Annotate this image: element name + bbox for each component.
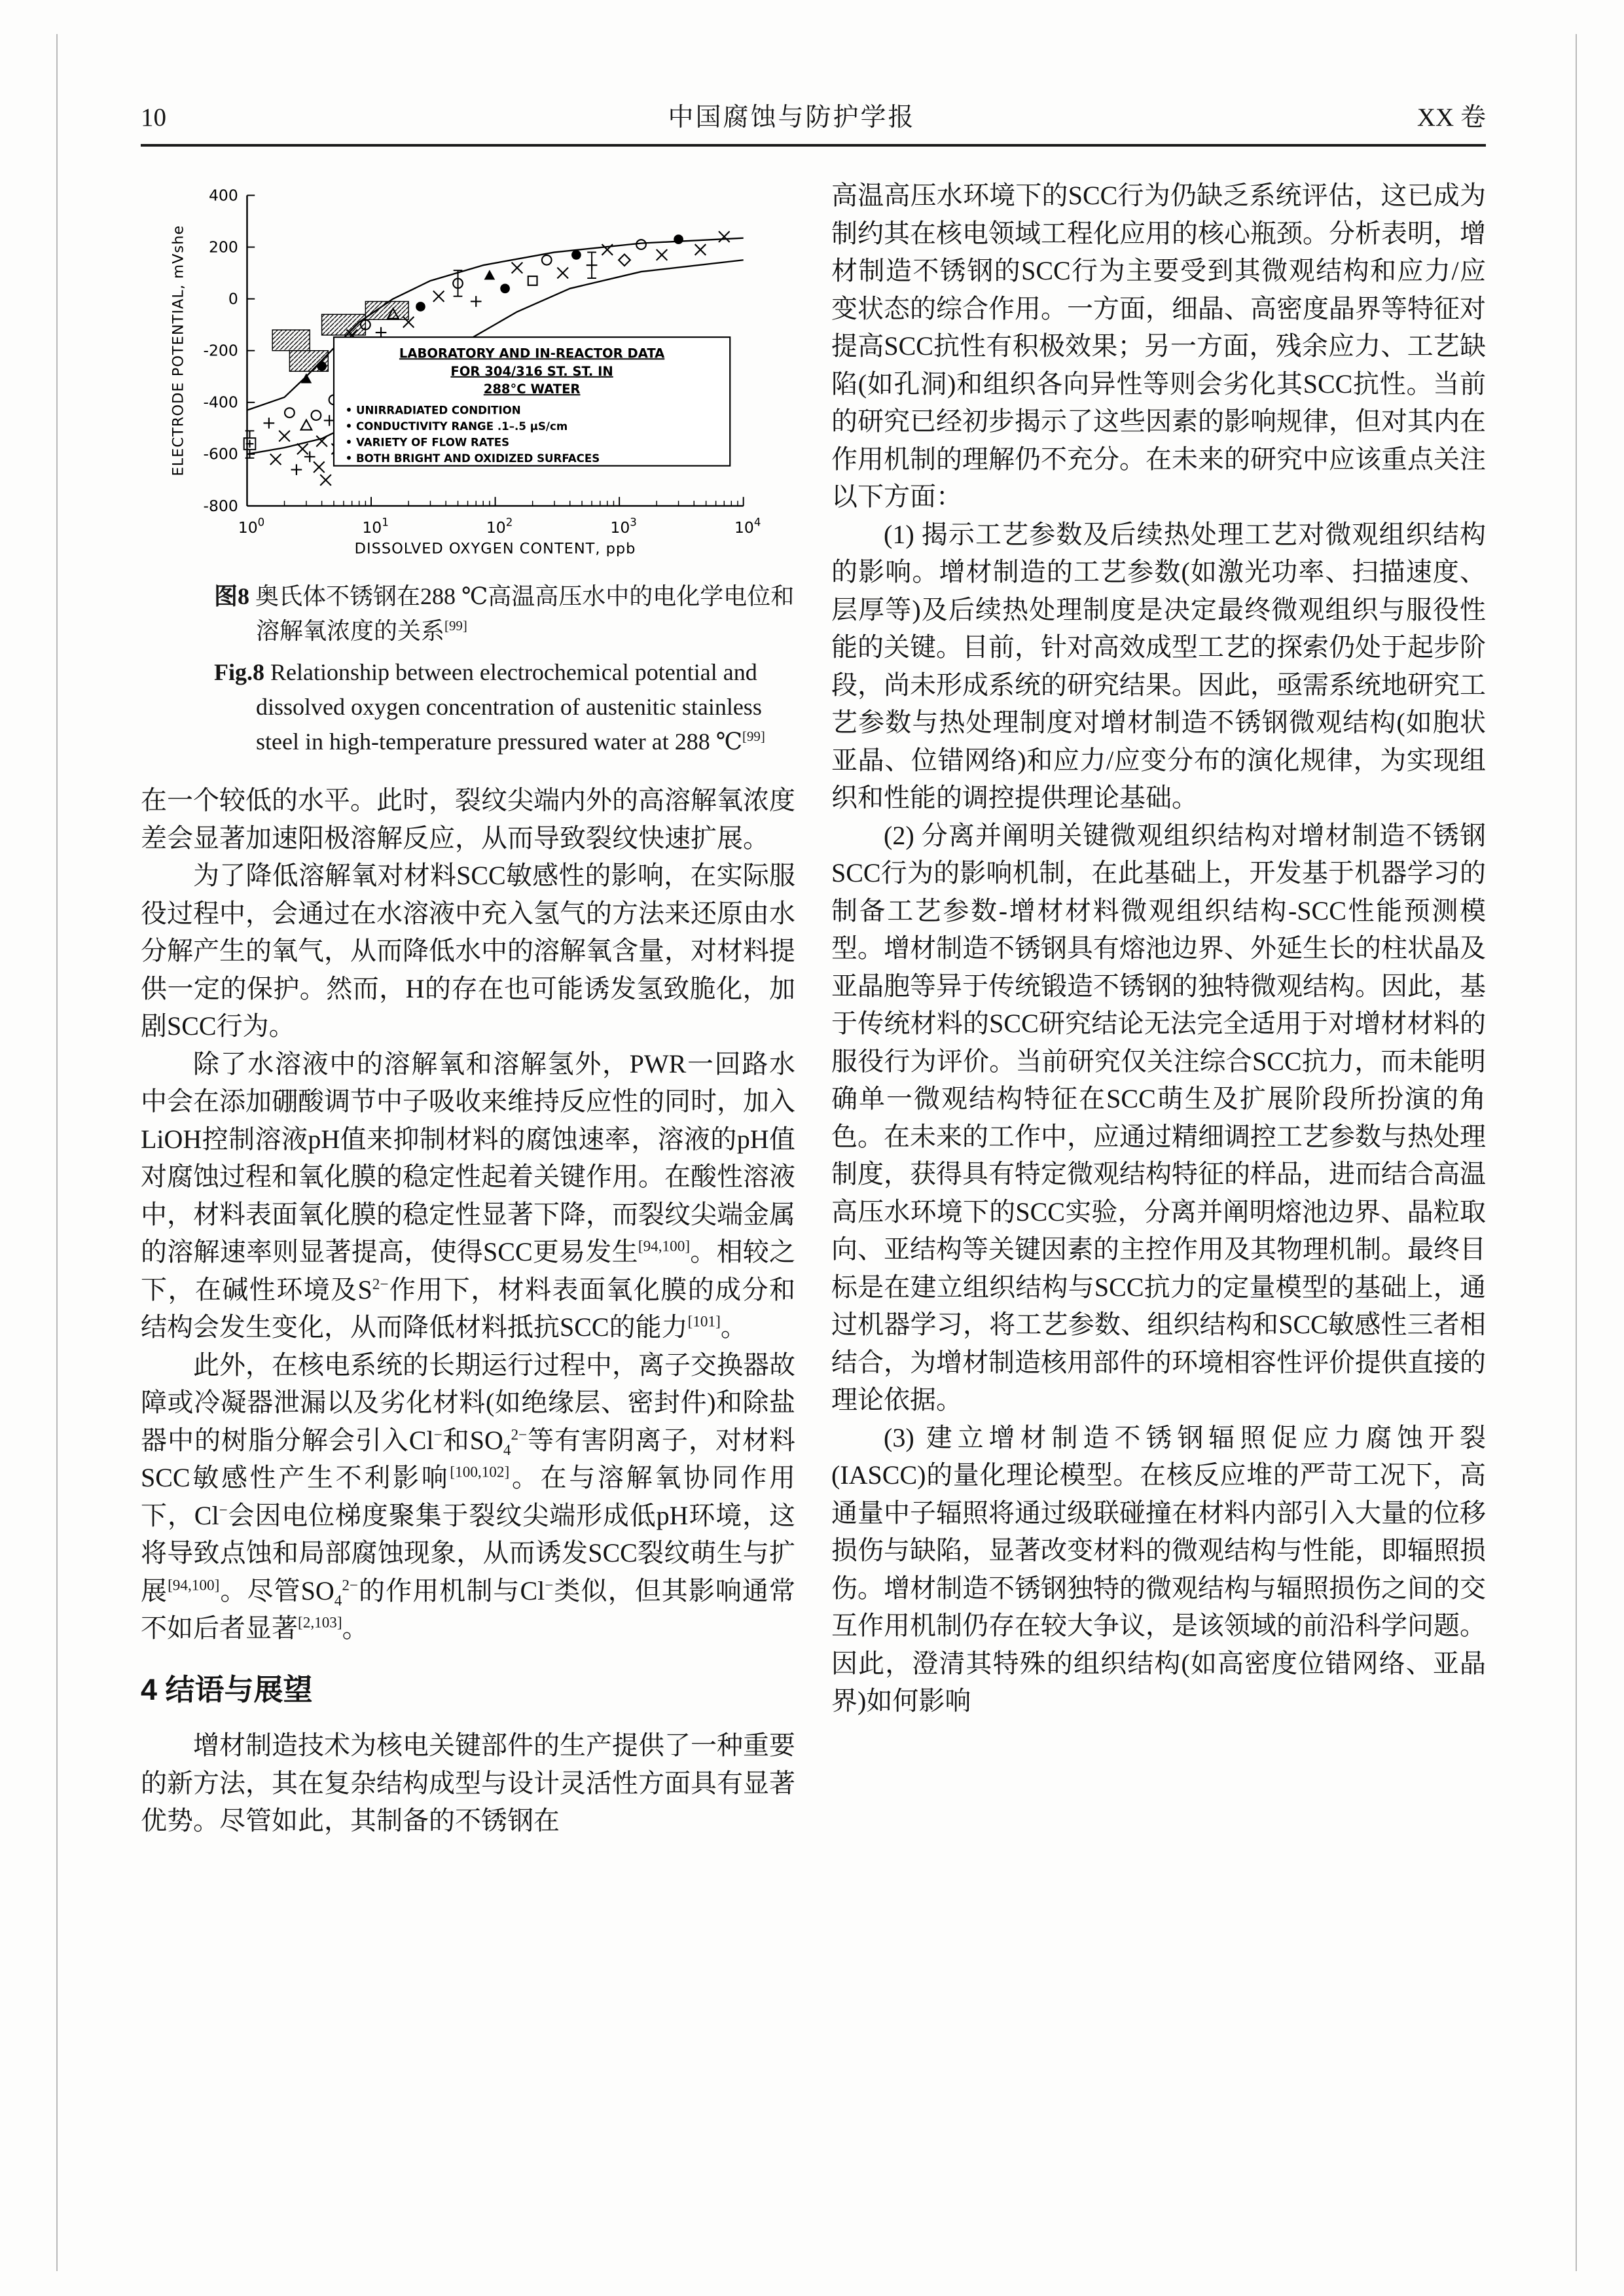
- paragraph: (1) 揭示工艺参数及后续热处理工艺对微观组织结构的影响。增材制造的工艺参数(如激光功率、扫描速度、层厚等)及后续热处理制度是决定最终微观组织与服役性能的关键。目前，针对高效成型工艺的探索仍处于起步阶段，尚未形成系统的研究结果。因此，亟需系统地研究工艺参数与热处理制度对增材制造不锈钢微观结构(如胞状亚晶、位错网络)和应力/应变分布的演化规律，为实现组织和性能的调控提供理论基础。: [831, 519, 1486, 812]
- svg-text:-200: -200: [203, 341, 238, 360]
- paragraph: (2) 分离并阐明关键微观组织结构对增材制造不锈钢SCC行为的影响机制，在此基础上，开发基于机器学习的制备工艺参数-增材材料微观组织结构-SCC性能预测模型。增材制造不锈钢具有熔池边界、外延生长的柱状晶及亚晶胞等异于传统锻造不锈钢的独特微观结构。因此，基于传统材料的SCC研究结论无法完全适用于对增材材料的服役行为评价。当前研究仅关注综合SCC抗力，而未能明确单一微观结构特征在SCC萌生及扩展阶段所扮演的角色。在未来的工作中，应通过精细调控工艺参数与热处理制度，获得具有特定微观结构特征的样品，进而结合高温高压水环境下的SCC实验，分离并阐明熔池边界、晶粒取向、亚结构等关键因素的主控作用及其物理机制。最终目标是在建立组织结构与SCC抗力的定量模型的基础上，通过机器学习，将工艺参数、组织结构和SCC敏感性三者相结合，为增材制造核用部件的环境相容性评价提供直接的理论依据。: [831, 820, 1486, 1414]
- paragraph: 除了水溶液中的溶解氧和溶解氢外，PWR一回路水中会在添加硼酸调节中子吸收来维持反应性的同时，加入LiOH控制溶液pH值来抑制材料的腐蚀速率，溶液的pH值对腐蚀过程和氧化膜的稳定性起着关键作用。在酸性溶液中，材料表面氧化膜的稳定性显著下降，而裂纹尖端金属的溶解速率则显著提高，使得SCC更易发生[94,100]。相较之下，在碱性环境及$S^{2-}$作用下，材料表面氧化膜的成分和结构会发生变化，从而降低材料抵抗SCC的能力[101]。: [141, 1049, 796, 1342]
- scan-edge-right: [1576, 34, 1577, 2271]
- svg-text:102: $10^2$: [486, 516, 513, 537]
- paragraph: (3) 建立增材制造不锈钢辐照促应力腐蚀开裂(IASCC)的量化理论模型。在核反应堆的严苛工况下，高通量中子辐照将通过级联碰撞在材料内部引入大量的位移损伤与缺陷，显著改变材料的微观结构与性能，即辐照损伤。增材制造不锈钢独特的微观结构与辐照损伤之间的交互作用机制仍存在较大争议，是该领域的前沿科学问题。因此，澄清其特殊的组织结构(如高密度位错网络、亚晶界)如何影响: [831, 1422, 1486, 1715]
- paragraph: 增材制造技术为核电关键部件的生产提供了一种重要的新方法，其在复杂结构成型与设计灵活性方面具有显著优势。尽管如此，其制备的不锈钢在: [141, 1731, 795, 1835]
- section-heading: 4 结语与展望: [141, 1672, 313, 1706]
- volume-label: XX 卷: [1416, 103, 1486, 132]
- figure-8: [141, 179, 795, 759]
- scan-edge-left: [56, 34, 58, 2271]
- svg-text:-800: -800: [203, 496, 238, 515]
- right-column: [831, 177, 1486, 1840]
- figure-8-chart: [164, 179, 772, 564]
- svg-text:104: $10^4$: [734, 516, 761, 537]
- svg-text:288°C WATER: 288°C WATER: [483, 382, 581, 397]
- svg-text:400: 400: [208, 186, 238, 205]
- svg-text:0: 0: [228, 289, 238, 308]
- svg-text:100: $10^0$: [238, 516, 265, 537]
- page-content: [141, 97, 1486, 1840]
- svg-text:• UNIRRADIATED CONDITION: • UNIRRADIATED CONDITION: [345, 404, 521, 417]
- svg-text:103: $10^3$: [610, 516, 637, 537]
- figure-8-captions: [141, 579, 795, 759]
- journal-title: 中国腐蚀与防护学报: [668, 103, 916, 132]
- figure-caption-en: Fig.8 Relationship between electrochemical potential and dissolved oxygen concentration of austenitic stainless steel in high-temperature pressured water at 288 ℃[99]: [214, 659, 765, 755]
- svg-text:DISSOLVED OXYGEN CONTENT, ppb: DISSOLVED OXYGEN CONTENT, ppb: [354, 540, 636, 558]
- left-column: [141, 177, 795, 1840]
- svg-text:• CONDUCTIVITY RANGE .1–.5 μS: • CONDUCTIVITY RANGE .1–.5 μS/cm: [345, 420, 568, 433]
- svg-text:• VARIETY OF FLOW RATES: • VARIETY OF FLOW RATES: [345, 436, 510, 449]
- page-header: [141, 97, 1486, 134]
- paragraph: 在一个较低的水平。此时，裂纹尖端内外的高溶解氧浓度差会显著加速阳极溶解反应，从而导致裂纹快速扩展。: [141, 785, 795, 853]
- paragraph: 此外，在核电系统的长期运行过程中，离子交换器故障或冷凝器泄漏以及劣化材料(如绝缘层、密封件)和除盐器中的树脂分解会引入Cl−和$SO_4^{2-}$等有害阴离子，对材料SCC敏感性产生不利影响[100,102]。在与溶解氧协同作用下，Cl−会因电位梯度聚集于裂纹尖端形成低pH环境，这将导致点蚀和局部腐蚀现象，从而诱发SCC裂纹萌生与扩展[94,100]。尽管$SO_4^{2-}$的作用机制与Cl−类似，但其影响通常不如后者显著[2,103]。: [141, 1350, 796, 1643]
- page-number: 10: [141, 103, 166, 132]
- paragraph: 高温高压水环境下的SCC行为仍缺乏系统评估，这已成为制约其在核电领域工程化应用的核心瓶颈。分析表明，增材制造不锈钢的SCC行为主要受到其微观结构和应力/应变状态的综合作用。一方面，细晶、高密度晶界等特征对提高SCC抗性有积极效果；另一方面，残余应力、工艺缺陷(如孔洞)和组织各向异性等则会劣化其SCC抗性。当前的研究已经初步揭示了这些因素的影响规律，但对其内在作用机制的理解仍不充分。在未来的研究中应该重点关注以下方面：: [831, 181, 1486, 511]
- svg-text:200: 200: [208, 238, 238, 257]
- svg-text:• BOTH BRIGHT AND OXIDIZED SU: • BOTH BRIGHT AND OXIDIZED SURFACES: [345, 452, 600, 465]
- paragraph: 为了降低溶解氧对材料SCC敏感性的影响，在实际服役过程中，会通过在水溶液中充入氢气的方法来还原由水分解产生的氧气，从而降低水中的溶解氧含量，对材料提供一定的保护。然而，H的存在也可能诱发氢致脆化，加剧SCC行为。: [141, 861, 795, 1041]
- figure-caption-zh: 图8 奥氏体不锈钢在288 ℃高温高压水中的电化学电位和溶解氧浓度的关系[99]: [214, 583, 795, 644]
- svg-text:101: $10^1$: [362, 516, 389, 537]
- svg-text:-600: -600: [203, 444, 238, 463]
- svg-text:FOR 304/316 ST. ST. IN: FOR 304/316 ST. ST. IN: [450, 363, 613, 379]
- svg-text:LABORATORY AND IN-REACTOR DATA: LABORATORY AND IN-REACTOR DATA: [399, 346, 665, 361]
- header-rule: [141, 144, 1486, 147]
- content-columns: [141, 177, 1486, 1840]
- svg-text:ELECTRODE POTENTIAL, mVshe: ELECTRODE POTENTIAL, mVshe: [170, 224, 187, 476]
- svg-text:-400: -400: [203, 393, 238, 412]
